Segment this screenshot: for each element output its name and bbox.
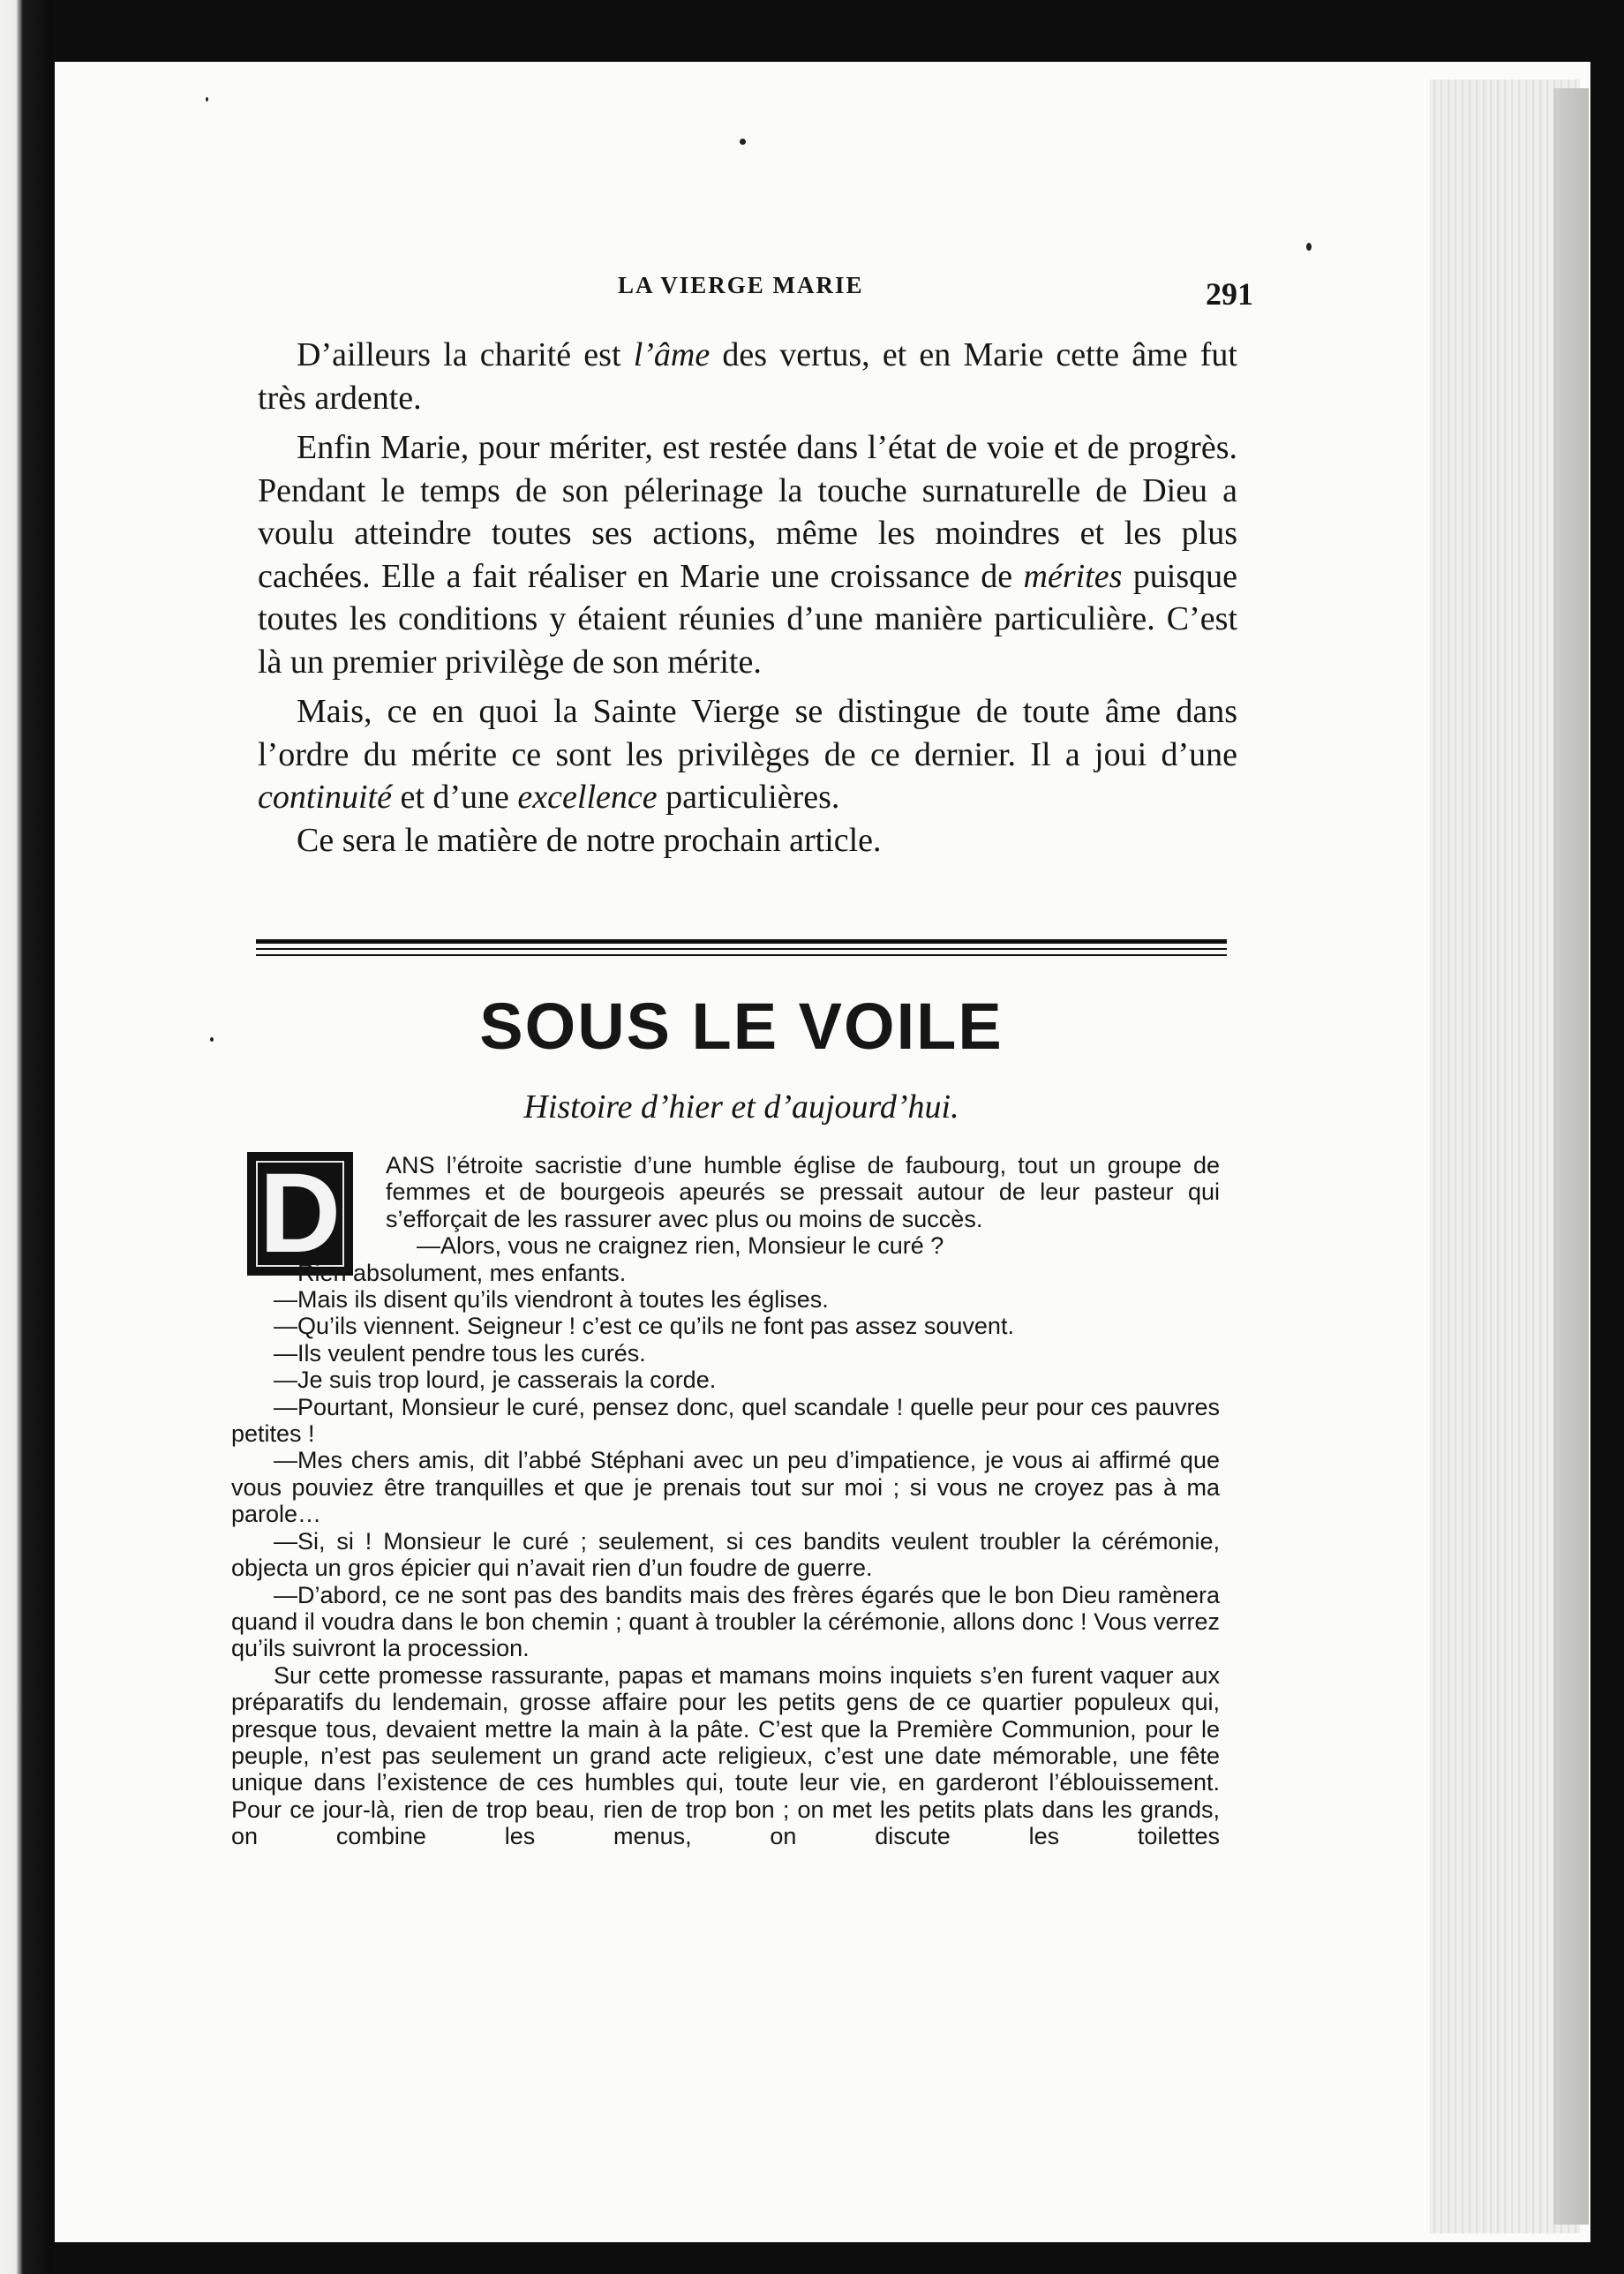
scan-left-margin [0,0,53,2274]
text-run: Enfin Marie, pour mériter, est restée dans l’état de voie et de progrès. Pendant le temps de son pélerinage la touche surnaturelle de Dieu a voulu atteindre toutes ses actions, même les moindres et les plus cachées. Elle a fait réaliser en Marie une croissance de [258,429,1237,595]
emphasis: continuité [258,779,392,816]
running-head: LA VIERGE MARIE [618,272,864,298]
section-rule-thin [256,948,1227,950]
paragraph-merites [258,426,1237,683]
emphasis: l’âme [633,336,710,373]
emphasis: mérites [1023,557,1123,595]
page-number: 291 [1206,276,1253,312]
dialogue-line: —Pourtant, Monsieur le curé, pensez donc, quel scandale ! quelle peur pour ces pauvres petites ! [231,1393,1220,1448]
text-run: D’ailleurs la charité est [297,336,634,373]
story-subtitle: Histoire d’hier et d’aujourd’hui. [523,1088,959,1126]
text-run: Mais, ce en quoi la Sainte Vierge se distingue de toute âme dans l’ordre du mérite ce sont les privilèges de ce dernier. Il a joui d’une [258,693,1237,773]
dialogue-line: —Qu’ils viennent. Seigneur ! c’est ce qu’ils ne font pas assez souvent. [274,1313,1014,1340]
story-title: SOUS LE VOILE [479,990,1004,1063]
text-run: des vertus, et en Marie cette âme fut très ardente. [258,336,1237,417]
ink-speck [740,139,746,145]
section-rule-thin [256,954,1227,956]
text-run: particulières. [657,779,840,816]
dialogue-line: —Mes chers amis, dit l’abbé Stéphani avec un peu d’impatience, je vous ai affirmé que vous pouviez être tranquilles et que je prenais tout sur moi ; si vous ne croyez pas à ma parole… [231,1447,1220,1528]
dialogue-line: —Rien absolument, mes enfants. [274,1259,627,1286]
story-body [231,1152,1220,1850]
dialogue-line: —D’abord, ce ne sont pas des bandits mais des frères égarés que le bon Dieu ramènera quand il voudra dans le bon chemin ; quant à troubler la cérémonie, allons donc ! Vous verrez qu’ils suivront la procession. [231,1581,1220,1662]
section-rule-thick [256,939,1227,944]
ink-speck [1306,243,1312,251]
ink-speck [210,1037,214,1042]
ink-speck [206,97,208,102]
paragraph-privileges [258,690,1237,819]
story-closing: Sur cette promesse rassurante, papas et mamans moins inquiets s’en furent vaquer aux préparatifs du lendemain, grosse affaire pour les petits gens de ce quartier populeux qui, presque tous, devaient mettre la main à la pâte. C’est que la Première Communion, pour le peuple, n’est pas seulement un grand acte religieux, c’est une date mémorable, une fête unique dans l’existence de ces humbles qui, toute leur vie, en garderont l’éblouissement. Pour ce jour-là, rien de trop beau, rien de trop bon ; on met les petits plats dans les grands, on combine les menus, on discute les toilettes [231,1661,1220,1850]
drop-cap-letter: D [256,1161,344,1267]
text-run: Ce sera le matière de notre prochain article. [297,821,882,859]
page-stack-shadow [1553,88,1589,2225]
story-opening: ANS l’étroite sacristie d’une humble église de faubourg, tout un groupe de femmes et de bourgeois apeurés se pressait autour de leur pasteur qui s’efforçait de les rassurer avec plus ou moins de succès. [386,1152,1220,1232]
dialogue-line: —Si, si ! Monsieur le curé ; seulement, si ces bandits veulent troubler la cérémonie, objecta un gros épicier qui n’avait rien d’un foudre de guerre. [231,1527,1220,1582]
text-run: et d’une [391,779,518,816]
dialogue-line: —Je suis trop lourd, je casserais la corde. [274,1367,717,1394]
dialogue-line: —Alors, vous ne craignez rien, Monsieur le curé ? [417,1232,944,1260]
paragraph-ame [258,334,1237,419]
text-run: puisque toutes les conditions y étaient réunies d’une manière particulière. C’est là un premier privilège de son mérite. [258,557,1237,681]
paragraph-next-article [258,819,1237,862]
dialogue-line: —Mais ils disent qu’ils viendront à toutes les églises. [274,1286,829,1314]
article-end-text [258,334,1237,862]
emphasis: excellence [517,779,658,816]
dialogue-line: —Ils veulent pendre tous les curés. [274,1339,646,1367]
